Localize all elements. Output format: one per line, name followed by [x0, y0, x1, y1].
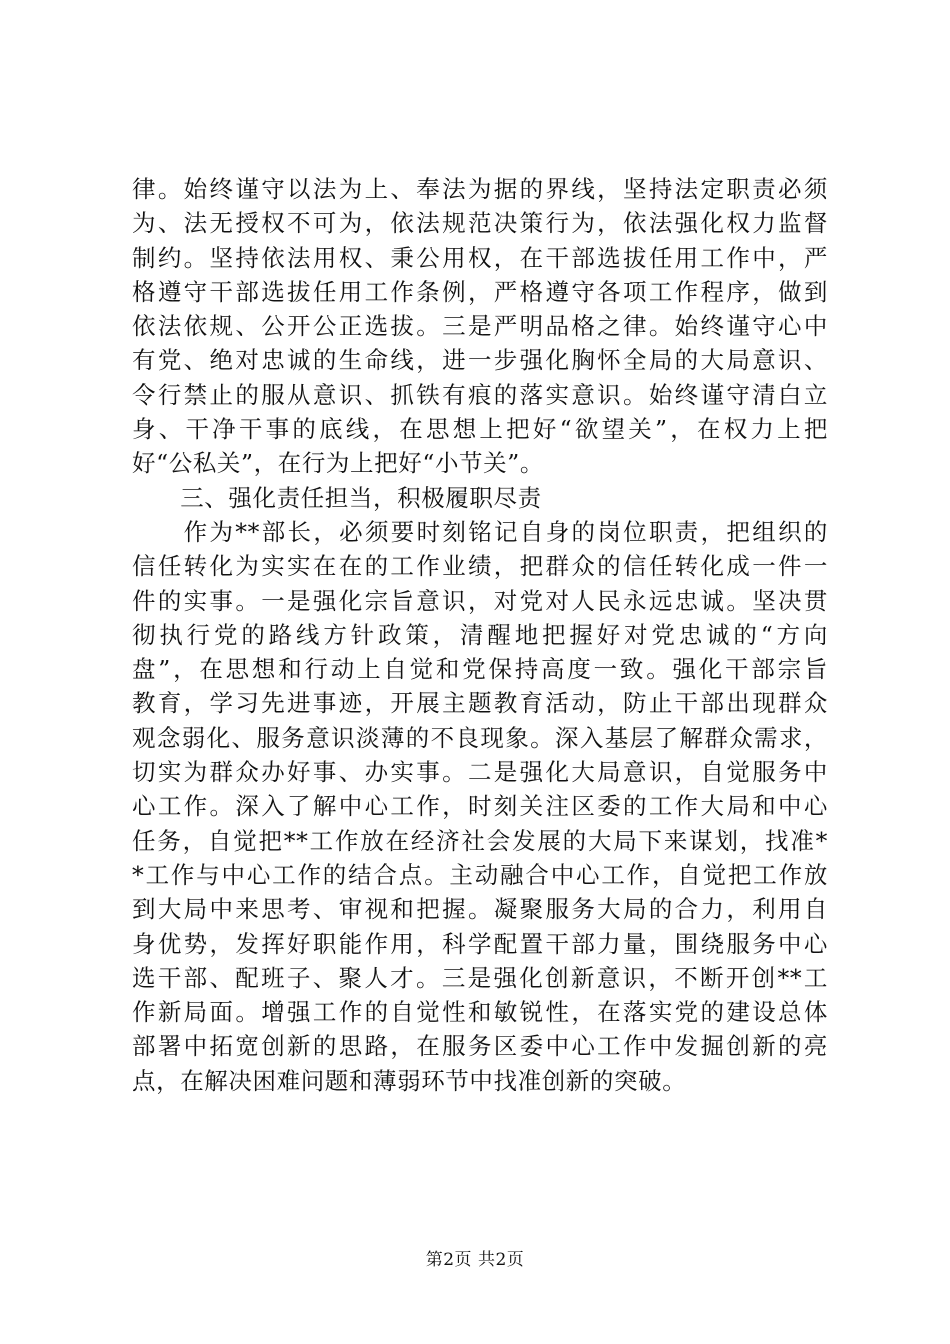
text-line: 身优势，发挥好职能作用，科学配置干部力量，围绕服务中心 [132, 929, 828, 958]
text-line: 部署中拓宽创新的思路，在服务区委中心工作中发掘创新的亮 [132, 1032, 828, 1061]
text-line: 身、干净干事的底线，在思想上把好“欲望关”，在权力上把 [132, 415, 828, 444]
text-line: 格遵守干部选拔任用工作条例，严格遵守各项工作程序，做到 [132, 277, 828, 306]
text-line: 作为**部长，必须要时刻铭记自身的岗位职责，把组织的 [132, 517, 828, 546]
text-line: 制约。坚持依法用权、秉公用权，在干部选拔任用工作中，严 [132, 243, 828, 272]
text-line: 令行禁止的服从意识、抓铁有痕的落实意识。始终谨守清白立 [132, 380, 828, 409]
text-line: 有党、绝对忠诚的生命线，进一步强化胸怀全局的大局意识、 [132, 346, 828, 375]
text-line: 心工作。深入了解中心工作，时刻关注区委的工作大局和中心 [132, 792, 828, 821]
document-body [132, 172, 828, 1098]
text-line: 切实为群众办好事、办实事。二是强化大局意识，自觉服务中 [132, 758, 828, 787]
text-line: 信任转化为实实在在的工作业绩，把群众的信任转化成一件一 [132, 552, 828, 581]
text-line: 教育，学习先进事迹，开展主题教育活动，防止干部出现群众 [132, 689, 828, 718]
text-line: 好“公私关”，在行为上把好“小节关”。 [132, 449, 544, 478]
text-line: 点，在解决困难问题和薄弱环节中找准创新的突破。 [132, 1066, 687, 1095]
page-footer: 第2页 共2页 [425, 1250, 525, 1270]
text-line: 三、强化责任担当，积极履职尽责 [132, 483, 542, 512]
text-line: 观念弱化、服务意识淡薄的不良现象。深入基层了解群众需求， [132, 723, 828, 752]
text-line: 件的实事。一是强化宗旨意识，对党对人民永远忠诚。坚决贯 [132, 586, 828, 615]
text-line: *工作与中心工作的结合点。主动融合中心工作，自觉把工作放 [132, 860, 828, 889]
text-line: 盘”，在思想和行动上自觉和党保持高度一致。强化干部宗旨 [132, 655, 828, 684]
text-line: 选干部、配班子、聚人才。三是强化创新意识，不断开创**工 [132, 963, 828, 992]
text-line: 律。始终谨守以法为上、奉法为据的界线，坚持法定职责必须 [132, 175, 828, 203]
text-line: 到大局中来思考、审视和把握。凝聚服务大局的合力，利用自 [132, 895, 828, 924]
text-line: 依法依规、公开公正选拔。三是严明品格之律。始终谨守心中 [132, 312, 828, 341]
text-line: 作新局面。增强工作的自觉性和敏锐性，在落实党的建设总体 [132, 998, 828, 1027]
text-line: 任务，自觉把**工作放在经济社会发展的大局下来谋划，找准* [132, 826, 828, 855]
text-line: 为、法无授权不可为，依法规范决策行为，依法强化权力监督 [132, 209, 828, 238]
text-line: 彻执行党的路线方针政策，清醒地把握好对党忠诚的“方向 [132, 620, 828, 649]
